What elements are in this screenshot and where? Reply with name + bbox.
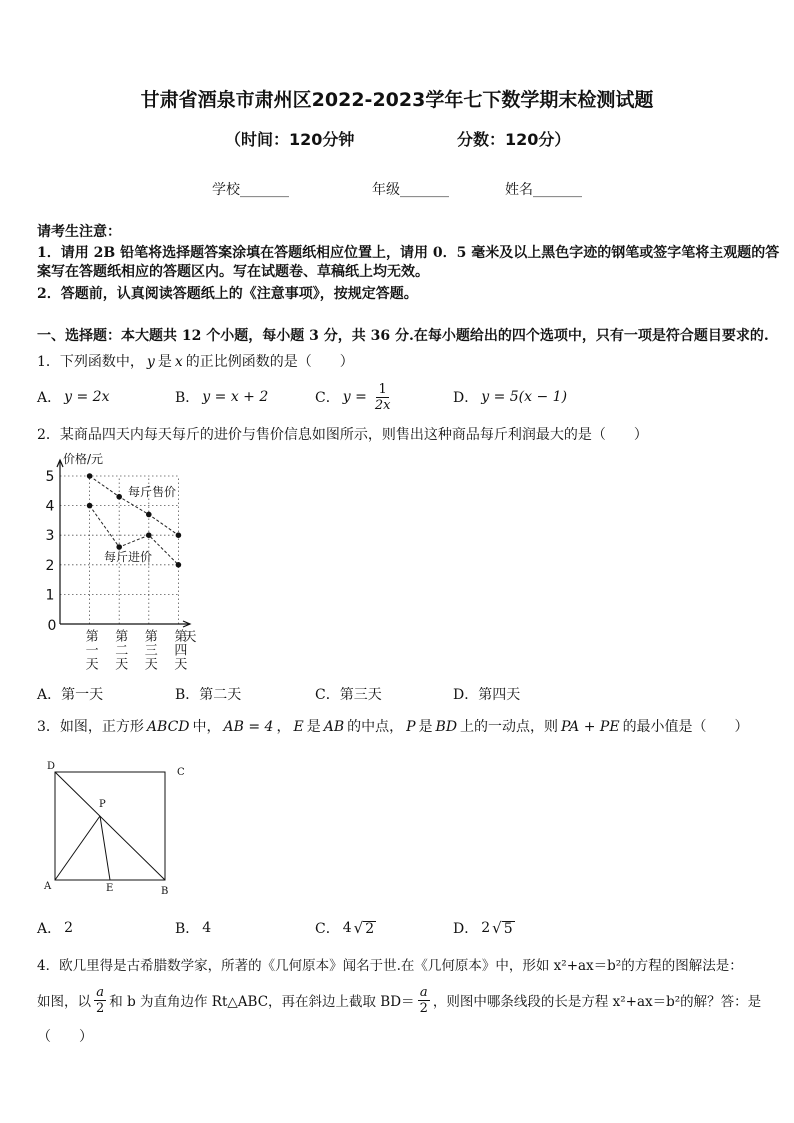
fraction-numerator: 1 bbox=[378, 381, 387, 397]
q3-stem-text: 是 bbox=[306, 719, 321, 735]
q3-stem bbox=[37, 718, 749, 736]
x-category-label: 第三天 bbox=[141, 629, 157, 671]
notice-heading: 请考生注意： bbox=[37, 224, 121, 240]
q4-stem-text: 如图，以 bbox=[37, 994, 91, 1010]
x-category-label: 第一天 bbox=[82, 629, 98, 671]
option-expr: y = 5(x − 1) bbox=[481, 389, 568, 405]
q3-option-c[interactable] bbox=[315, 915, 376, 941]
q3-option-d[interactable] bbox=[453, 915, 515, 941]
option-label: B． bbox=[175, 390, 200, 406]
fraction-denominator: 2 bbox=[96, 1000, 105, 1016]
q3-math: ABCD bbox=[146, 719, 190, 735]
q3-stem-text: 的中点， bbox=[347, 719, 404, 735]
radical-coefficient: 2 bbox=[481, 920, 491, 936]
q1-option-a[interactable] bbox=[37, 382, 112, 412]
option-label: D． bbox=[453, 390, 479, 406]
radicand: 5 bbox=[503, 921, 513, 937]
q4-stem-text: 和 b 为直角边作 Rt△ABC，再在斜边上截取 BD＝ bbox=[109, 994, 415, 1010]
name-field: 姓名_______ bbox=[505, 182, 582, 198]
q1-var-y: y bbox=[146, 354, 155, 370]
q2-option-d[interactable]: D．第四天 bbox=[453, 687, 521, 703]
q2-option-a[interactable]: A．第一天 bbox=[37, 687, 104, 703]
q1-stem-text: 是 bbox=[157, 354, 172, 370]
radical-expr bbox=[340, 919, 376, 937]
option-label: B． bbox=[175, 921, 200, 937]
vertex-label-b: B bbox=[161, 886, 169, 897]
fraction bbox=[373, 382, 393, 413]
fraction-denominator: 2x bbox=[374, 397, 391, 413]
point-label-p: P bbox=[99, 799, 106, 810]
q1-option-d[interactable] bbox=[453, 382, 570, 412]
q4-stem-line-2 bbox=[37, 984, 761, 1016]
x-category-label: 第二天 bbox=[112, 629, 128, 671]
segment-pa bbox=[55, 816, 100, 880]
notice-item-1-cont: 案写在答题纸相应的答题区内。写在试题卷、草稿纸上均无效。 bbox=[37, 264, 429, 280]
vertex-label-d: D bbox=[47, 761, 56, 772]
q3-stem-text: ， bbox=[276, 719, 291, 735]
option-label: C． bbox=[315, 921, 340, 937]
purchase-price-label: 每斤进价 bbox=[104, 550, 153, 564]
y-tick-label: 3 bbox=[45, 528, 55, 545]
q3-math: BD bbox=[435, 719, 458, 735]
q1-stem-text: 的正比例函数的是（ ） bbox=[185, 354, 354, 370]
y-axis-label: 价格/元 bbox=[63, 452, 104, 466]
option-label: D． bbox=[453, 921, 479, 937]
exam-score: 分数：120分） bbox=[457, 130, 571, 149]
option-value: 2 bbox=[64, 920, 74, 936]
y-tick-label: 4 bbox=[45, 498, 55, 515]
q3-math: E bbox=[293, 719, 304, 735]
selling-price-label: 每斤售价 bbox=[128, 485, 177, 499]
y-tick-label: 5 bbox=[45, 469, 55, 485]
radicand: 2 bbox=[365, 921, 375, 937]
q1-option-c[interactable] bbox=[315, 382, 395, 412]
exam-title: 甘肃省酒泉市肃州区2022-2023学年七下数学期末检测试题 bbox=[140, 89, 654, 111]
x-axis-label: 天 bbox=[183, 630, 197, 645]
q3-math: PA + PE bbox=[561, 719, 620, 735]
fraction bbox=[94, 985, 106, 1016]
y-tick-label: 1 bbox=[45, 587, 55, 604]
fraction-numerator: a bbox=[96, 984, 105, 1000]
q2-option-c[interactable]: C．第三天 bbox=[315, 687, 382, 703]
radical-coefficient: 4 bbox=[342, 920, 352, 936]
radical-expr bbox=[478, 919, 514, 937]
segment-pe bbox=[100, 816, 110, 880]
sqrt-sign-icon: √ bbox=[353, 919, 364, 937]
exam-time: （时间：120分钟 bbox=[225, 130, 355, 149]
q3-option-b[interactable] bbox=[175, 915, 211, 941]
q4-stem-text: ，则图中哪条线段的长是方程 x²+ax＝b²的解？答：是 bbox=[432, 994, 762, 1010]
q4-stem-line-1: 4．欧几里得是古希腊数学家，所著的《几何原本》闻名于世.在《几何原本》中，形如 x²+ax＝b²的方程的图解法是： bbox=[37, 958, 743, 974]
fraction-denominator: 2 bbox=[419, 1000, 428, 1016]
option-label: C． bbox=[315, 390, 340, 406]
grade-field: 年级_______ bbox=[372, 182, 449, 198]
option-expr: y = 2x bbox=[64, 389, 110, 405]
option-expr: y = x + 2 bbox=[202, 389, 269, 405]
q3-stem-text: 上的一动点，则 bbox=[460, 719, 559, 735]
q4-answer-blank: （ ） bbox=[37, 1029, 93, 1045]
q1-stem bbox=[37, 353, 354, 371]
y-tick-label: 0 bbox=[47, 618, 57, 634]
fraction bbox=[418, 985, 430, 1016]
q1-var-x: x bbox=[174, 354, 183, 370]
option-label: A． bbox=[37, 921, 62, 937]
school-field: 学校_______ bbox=[212, 182, 289, 198]
q3-stem-text: 是 bbox=[418, 719, 433, 735]
option-expr-lhs: y = bbox=[342, 389, 367, 405]
q1-options bbox=[0, 382, 794, 412]
diagonal-bd bbox=[55, 772, 165, 880]
option-value: 4 bbox=[202, 920, 212, 936]
option-label: A． bbox=[37, 390, 62, 406]
vertex-label-c: C bbox=[177, 767, 185, 778]
q3-stem-text: 3．如图，正方形 bbox=[37, 719, 144, 735]
q3-option-a[interactable] bbox=[37, 915, 73, 941]
q2-stem: 2．某商品四天内每天每斤的进价与售价信息如图所示，则售出这种商品每斤利润最大的是（ ） bbox=[37, 427, 648, 443]
q3-math: AB bbox=[323, 719, 345, 735]
q1-stem-text: 1．下列函数中， bbox=[37, 354, 144, 370]
square-figure bbox=[40, 755, 190, 900]
x-category-label: 第四天 bbox=[171, 629, 187, 671]
q2-option-b[interactable]: B．第二天 bbox=[175, 687, 242, 703]
q3-stem-text: 中， bbox=[192, 719, 221, 735]
q3-stem-text: 的最小值是（ ） bbox=[622, 719, 749, 735]
q3-math: AB = 4 bbox=[223, 719, 274, 735]
q1-option-b[interactable] bbox=[175, 382, 271, 412]
chart-category-labels bbox=[30, 448, 215, 678]
notice-item-1: 1．请用 2B 铅笔将选择题答案涂填在答题纸相应位置上，请用 0．5 毫米及以上黑色字迹的钢笔或签字笔将主观题的答 bbox=[37, 245, 780, 261]
sqrt-sign-icon: √ bbox=[492, 919, 502, 937]
section-heading: 一、选择题：本大题共 12 个小题，每小题 3 分，共 36 分.在每小题给出的四个选项中，只有一项是符合题目要求的. bbox=[37, 328, 769, 344]
y-tick-label: 2 bbox=[45, 557, 55, 574]
notice-item-2: 2．答题前，认真阅读答题纸上的《注意事项》，按规定答题。 bbox=[37, 286, 418, 302]
vertex-label-a: A bbox=[44, 881, 52, 892]
q3-options bbox=[0, 915, 794, 941]
fraction-numerator: a bbox=[419, 984, 428, 1000]
point-label-e: E bbox=[106, 883, 114, 894]
q3-math: P bbox=[406, 719, 416, 735]
